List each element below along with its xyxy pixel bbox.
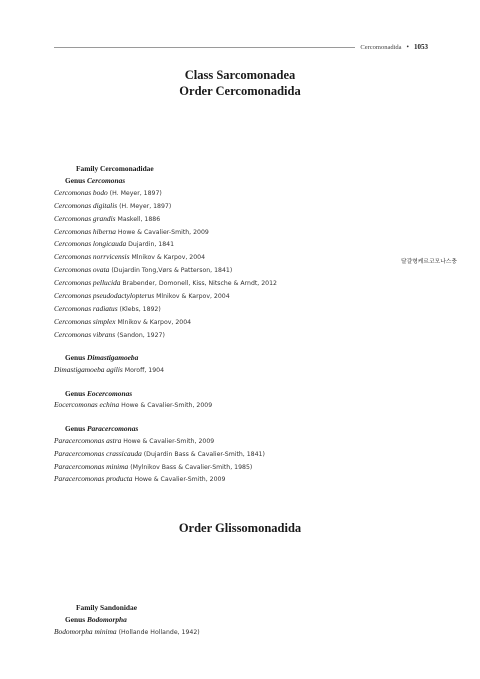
order-title: Order Cercomonadida	[179, 84, 301, 98]
species-name: Bodomorpha minima	[54, 626, 117, 636]
genus-heading	[54, 423, 384, 435]
genus-prefix: Genus	[65, 388, 87, 398]
species-entry	[54, 473, 384, 486]
family-heading-2: Family Sandonidae	[76, 603, 137, 612]
species-name: Cercomonas norrvicensis	[54, 252, 130, 262]
genus-name: Eocercomonas	[86, 388, 133, 398]
genus-name: Bodomorpha	[86, 614, 127, 624]
header-rule	[54, 47, 355, 48]
species-entry	[54, 461, 384, 474]
glissomonadida-listing	[54, 602, 384, 639]
species-authority: Dujardin, 1841	[126, 241, 175, 249]
species-authority: Howe & Cavalier-Smith, 2009	[132, 476, 226, 484]
species-authority: (Klebs, 1892)	[117, 305, 161, 313]
genus-name: Cercomonas	[86, 175, 126, 185]
species-entry	[54, 187, 384, 200]
header-bullet: •	[406, 43, 409, 51]
species-entry	[54, 290, 384, 303]
species-entry	[54, 364, 384, 377]
genus-prefix: Genus	[65, 423, 87, 433]
species-name: Paracercomonas astra	[54, 435, 122, 445]
class-title: Class Sarcomonadea	[184, 68, 296, 82]
species-entry	[54, 316, 384, 329]
species-name: Paracercomonas crassicauda	[54, 448, 142, 458]
species-authority: Howe & Cavalier-Smith, 2009	[119, 402, 213, 410]
genus-list	[54, 175, 384, 486]
species-authority: Howe & Cavalier-Smith, 2009	[121, 437, 215, 445]
species-name: Cercomonas ovata	[54, 265, 110, 275]
genus-heading	[54, 388, 384, 400]
species-authority: Maskell, 1886	[115, 215, 161, 223]
genus-heading	[54, 614, 384, 626]
species-authority: Howe & Cavalier-Smith, 2009	[115, 228, 209, 236]
species-authority: (Dujardin Tong,Vørs & Patterson, 1841)	[109, 267, 233, 275]
cercomonadida-listing	[54, 163, 384, 486]
species-name: Cercomonas longicauda	[54, 239, 127, 249]
genus-heading	[54, 352, 384, 364]
species-entry	[54, 200, 384, 213]
species-authority: (Sandon, 1927)	[115, 331, 165, 339]
species-entry	[54, 399, 384, 412]
species-name: Cercomonas pseudodactylopterus	[54, 291, 155, 301]
species-authority: (Hollande Hollande, 1942)	[116, 628, 200, 636]
species-entry	[54, 226, 384, 239]
species-authority: Mlnikov & Karpov, 2004	[115, 318, 192, 326]
species-entry	[54, 277, 384, 290]
species-name: Dimastigamoeba agilis	[54, 365, 123, 375]
species-entry	[54, 626, 384, 639]
species-authority: Mlnikov & Karpov, 2004	[154, 293, 230, 301]
family-heading: Family Cercomonadidae	[76, 164, 154, 173]
species-entry	[54, 329, 384, 342]
page-number: 1053	[414, 43, 428, 51]
genus-heading	[54, 175, 384, 187]
species-authority: (Mylnikov Bass & Cavalier-Smith, 1985)	[128, 463, 253, 471]
species-authority: Moroff, 1904	[122, 367, 165, 375]
species-name: Paracercomonas minima	[54, 461, 129, 471]
species-name: Cercomonas pellucida	[54, 278, 121, 288]
species-entry	[54, 448, 384, 461]
species-name: Cercomonas radiatus	[54, 303, 118, 313]
order-title-2: Order Glissomonadida	[178, 521, 302, 535]
running-title: Cercomonadida	[360, 43, 402, 51]
genus-prefix: Genus	[65, 175, 87, 185]
species-name: Cercomonas bodo	[54, 187, 108, 197]
species-authority: (H. Meyer, 1897)	[117, 202, 172, 210]
species-authority: (Dujardin Bass & Cavalier-Smith, 1841)	[141, 450, 265, 458]
species-entry	[54, 213, 384, 226]
species-name: Eocercomonas echina	[54, 400, 120, 410]
species-authority: (H. Meyer, 1897)	[107, 189, 162, 197]
section-title-block	[0, 67, 480, 99]
genus-list-2	[54, 614, 384, 639]
genus-name: Dimastigamoeba	[86, 353, 139, 363]
running-header	[54, 41, 428, 53]
species-name: Cercomonas grandis	[54, 213, 116, 223]
species-name: Cercomonas digitalis	[54, 200, 118, 210]
species-name: Cercomonas hiberna	[54, 226, 116, 236]
species-name: Cercomonas simplex	[54, 316, 116, 326]
korean-common-name: 달걀형케르코모나스충	[401, 259, 457, 265]
species-entry	[54, 264, 384, 277]
genus-prefix: Genus	[65, 353, 87, 363]
genus-prefix: Genus	[65, 614, 87, 624]
species-authority: Brabender, Domonell, Kiss, Nitsche & Arndt, 2012	[120, 280, 277, 288]
species-authority: Mlnikov & Karpov, 2004	[129, 254, 206, 262]
species-entry	[54, 303, 384, 316]
species-name: Paracercomonas producta	[54, 474, 133, 484]
section-title-block-2	[0, 520, 480, 536]
species-entry	[54, 435, 384, 448]
genus-name: Paracercomonas	[86, 423, 139, 433]
species-name: Cercomonas vibrans	[54, 329, 116, 339]
species-entry	[54, 251, 384, 264]
species-entry	[54, 238, 384, 251]
